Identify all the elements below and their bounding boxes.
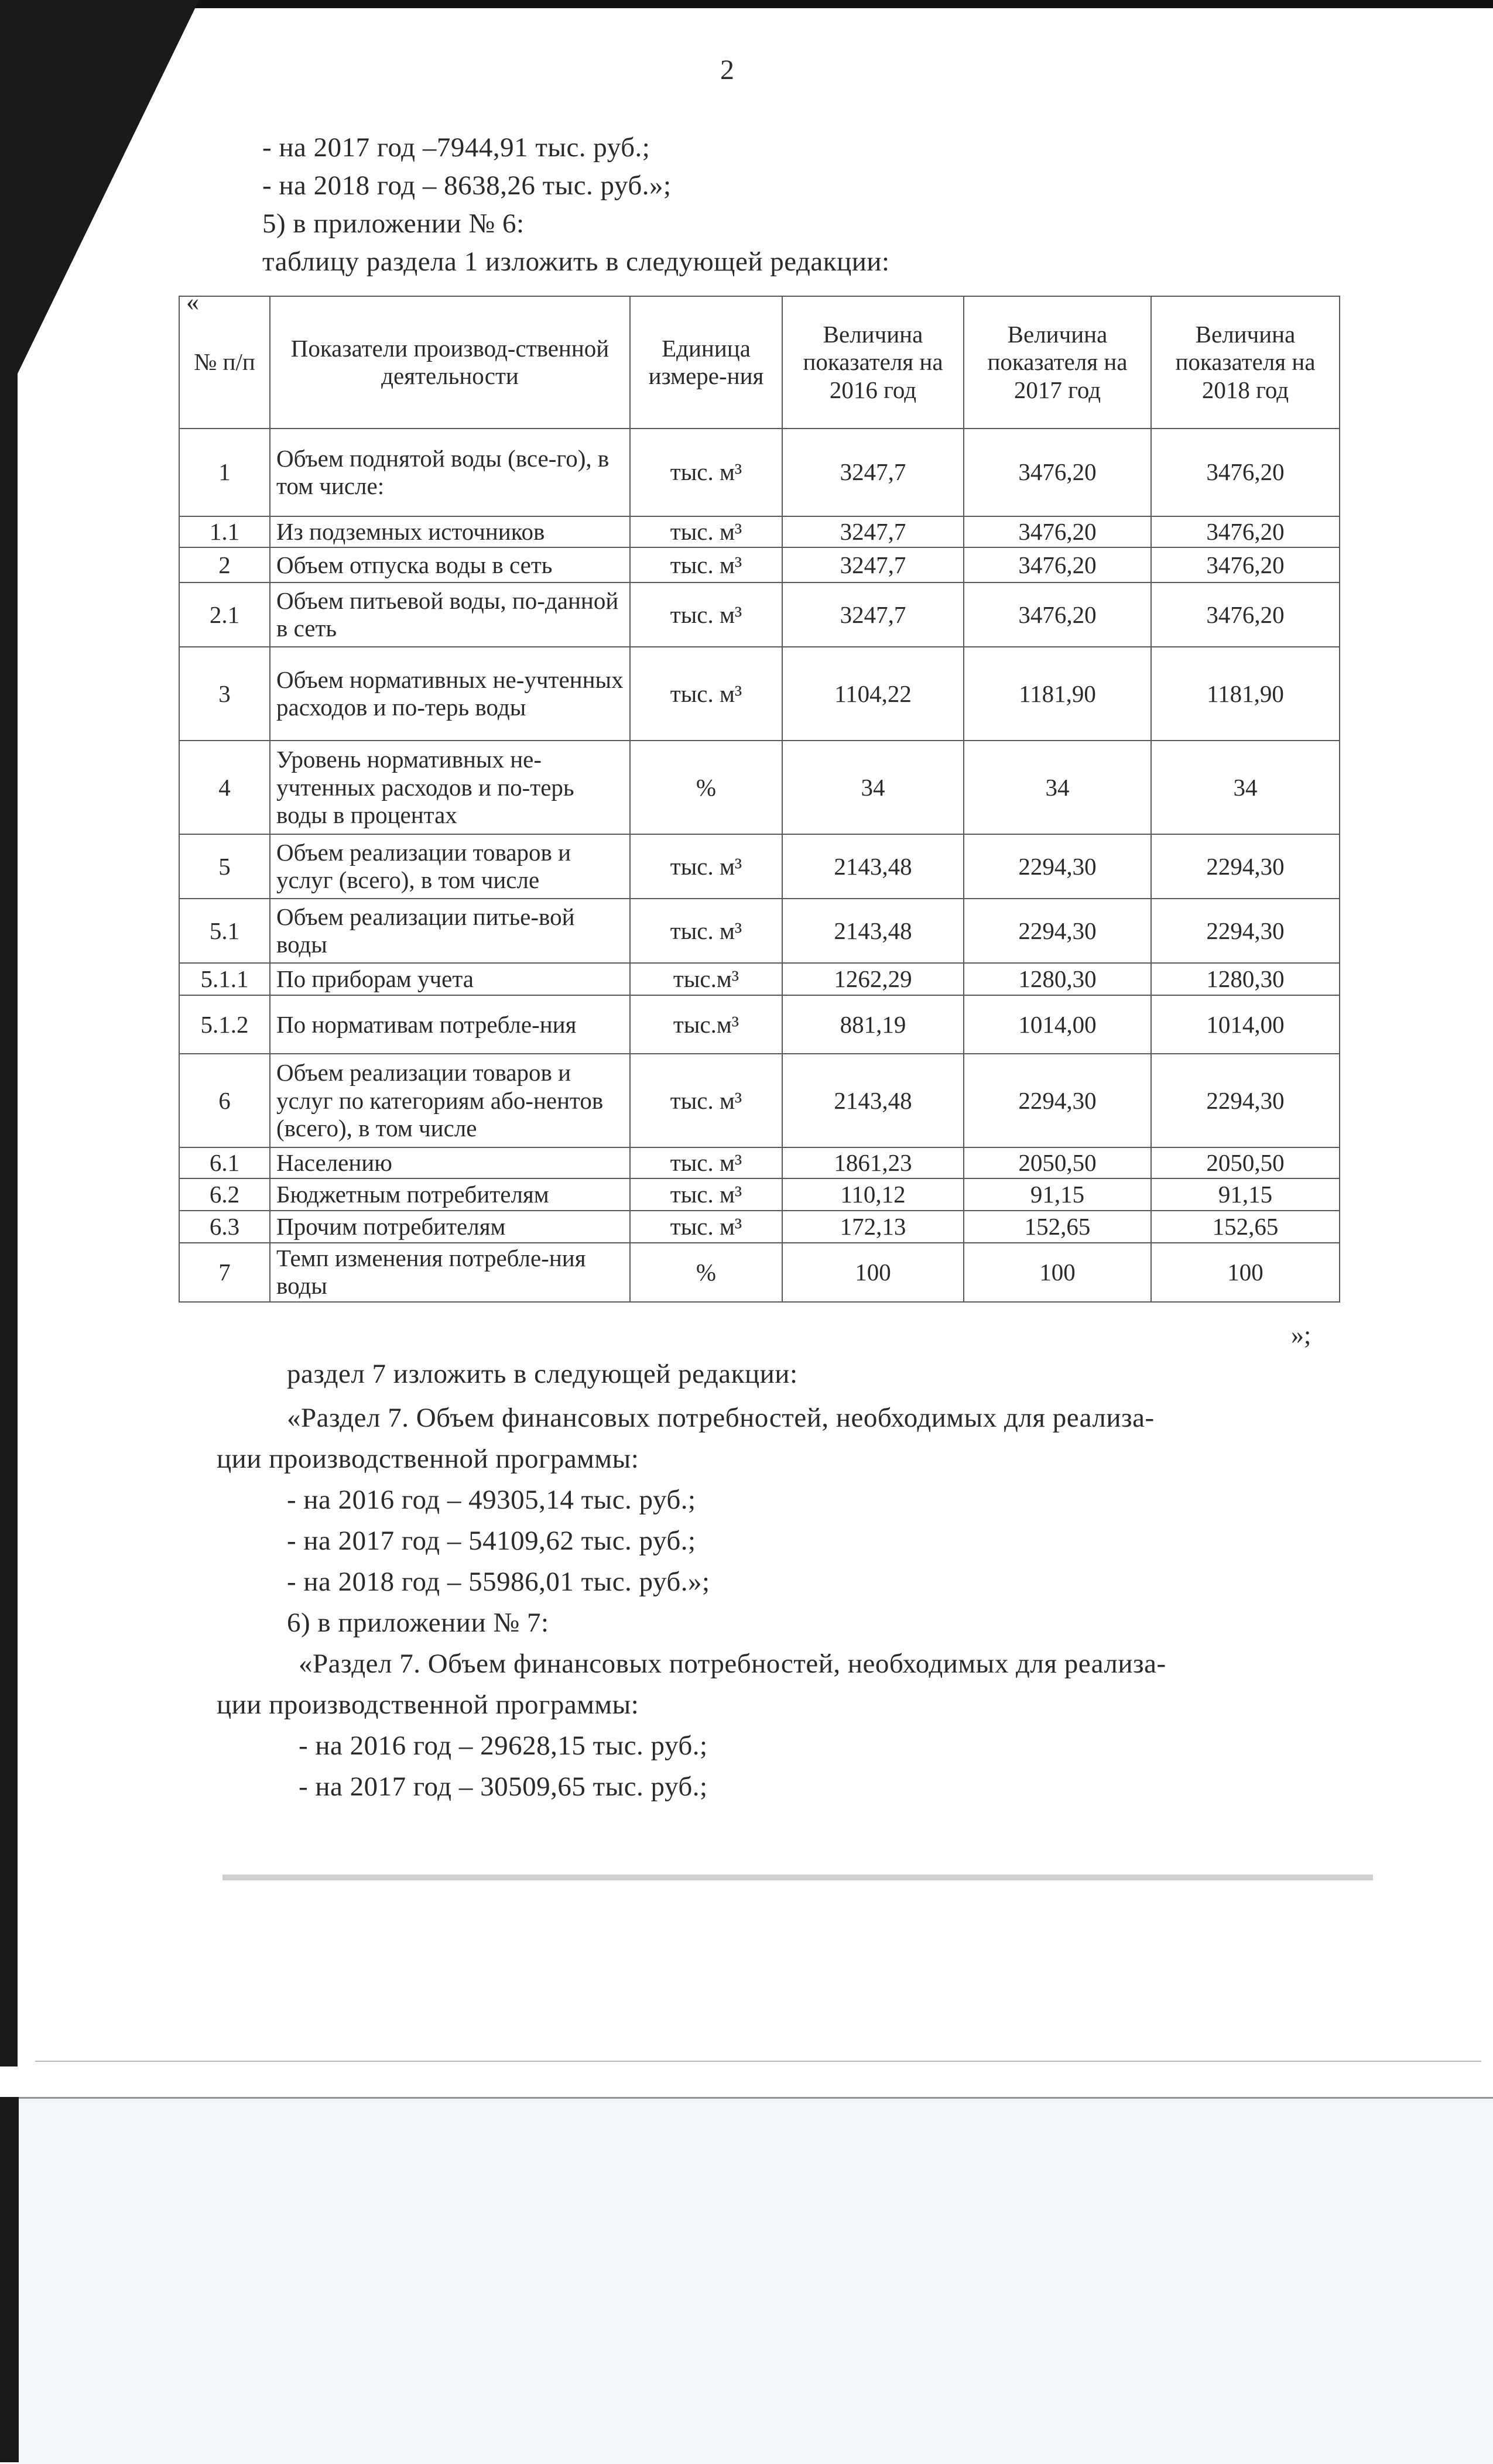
row-value-2017: 91,15 (964, 1178, 1151, 1211)
header-num: № п/п (179, 296, 270, 429)
row-value-2018: 2050,50 (1151, 1147, 1340, 1178)
row-number: 3 (179, 647, 270, 741)
row-unit: тыс. м³ (630, 547, 782, 582)
row-value-2018: 3476,20 (1151, 429, 1340, 516)
row-value-2017: 2050,50 (964, 1147, 1151, 1178)
row-number: 4 (179, 741, 270, 834)
intro-line-2: - на 2018 год – 8638,26 тыс. руб.»; (262, 170, 672, 201)
page-stack-edge (35, 2061, 1481, 2098)
table-row (179, 516, 1340, 547)
intro-line-4: таблицу раздела 1 изложить в следующей редакции: (262, 246, 890, 277)
table-row (179, 1054, 1340, 1147)
table-row (179, 834, 1340, 899)
row-value-2018: 3476,20 (1151, 516, 1340, 547)
row-value-2017: 3476,20 (964, 429, 1151, 516)
row-value-2018: 1014,00 (1151, 995, 1340, 1054)
row-value-2016: 3247,7 (782, 516, 964, 547)
outro-line-9: ции производственной программы: (217, 1689, 639, 1720)
table-row (179, 995, 1340, 1054)
row-indicator: Объем поднятой воды (все-го), в том числе: (270, 429, 630, 516)
row-number: 2.1 (179, 582, 270, 647)
row-value-2017: 1014,00 (964, 995, 1151, 1054)
table-row (179, 1147, 1340, 1178)
close-quote: »; (1291, 1321, 1311, 1349)
row-value-2017: 3476,20 (964, 547, 1151, 582)
outro-line-11: - на 2017 год – 30509,65 тыс. руб.; (299, 1771, 708, 1802)
row-value-2016: 110,12 (782, 1178, 964, 1211)
table-row (179, 741, 1340, 834)
outro-line-5: - на 2017 год – 54109,62 тыс. руб.; (287, 1526, 696, 1556)
row-value-2016: 100 (782, 1243, 964, 1301)
page-number: 2 (720, 54, 734, 85)
table-header-row (179, 296, 1340, 429)
row-indicator: Объем отпуска воды в сеть (270, 547, 630, 582)
table-row (179, 1243, 1340, 1301)
row-number: 5.1.2 (179, 995, 270, 1054)
header-unit: Единица измере-ния (630, 296, 782, 429)
row-indicator: Бюджетным потребителям (270, 1178, 630, 1211)
row-unit: тыс. м³ (630, 1054, 782, 1147)
open-quote: « (186, 287, 199, 316)
row-value-2018: 3476,20 (1151, 582, 1340, 647)
row-number: 1 (179, 429, 270, 516)
row-unit: тыс. м³ (630, 834, 782, 899)
row-number: 2 (179, 547, 270, 582)
outro-line-10: - на 2016 год – 29628,15 тыс. руб.; (299, 1730, 708, 1761)
intro-line-3: 5) в приложении № 6: (262, 208, 525, 239)
header-2017: Величина показателя на 2017 год (964, 296, 1151, 429)
row-value-2016: 881,19 (782, 995, 964, 1054)
row-indicator: По приборам учета (270, 963, 630, 995)
row-number: 5.1.1 (179, 963, 270, 995)
row-value-2018: 91,15 (1151, 1178, 1340, 1211)
row-value-2016: 1861,23 (782, 1147, 964, 1178)
row-unit: % (630, 1243, 782, 1301)
row-value-2016: 2143,48 (782, 899, 964, 963)
row-indicator: Объем реализации товаров и услуг (всего), в том числе (270, 834, 630, 899)
scan-edge-left-lower (0, 2097, 19, 2462)
table-row (179, 899, 1340, 963)
row-value-2017: 2294,30 (964, 899, 1151, 963)
outro-line-3: ции производственной программы: (217, 1444, 639, 1474)
row-number: 1.1 (179, 516, 270, 547)
outro-line-1: раздел 7 изложить в следующей редакции: (287, 1359, 798, 1389)
row-value-2016: 3247,7 (782, 429, 964, 516)
table-row (179, 963, 1340, 995)
row-value-2017: 152,65 (964, 1211, 1151, 1243)
row-value-2016: 1262,29 (782, 963, 964, 995)
row-unit: тыс.м³ (630, 995, 782, 1054)
outro-line-6: - на 2018 год – 55986,01 тыс. руб.»; (287, 1567, 710, 1597)
table-row (179, 1178, 1340, 1211)
row-number: 5 (179, 834, 270, 899)
row-indicator: Уровень нормативных не-учтенных расходов и по-терь воды в процентах (270, 741, 630, 834)
row-value-2018: 3476,20 (1151, 547, 1340, 582)
row-value-2017: 100 (964, 1243, 1151, 1301)
row-value-2016: 3247,7 (782, 582, 964, 647)
production-indicators-table (179, 296, 1340, 1303)
row-value-2016: 3247,7 (782, 547, 964, 582)
row-number: 6 (179, 1054, 270, 1147)
row-indicator: Прочим потребителям (270, 1211, 630, 1243)
row-value-2017: 1181,90 (964, 647, 1151, 741)
row-indicator: Из подземных источников (270, 516, 630, 547)
row-value-2018: 2294,30 (1151, 899, 1340, 963)
row-indicator: По нормативам потребле-ния (270, 995, 630, 1054)
row-value-2016: 2143,48 (782, 1054, 964, 1147)
row-value-2018: 2294,30 (1151, 834, 1340, 899)
row-value-2017: 3476,20 (964, 516, 1151, 547)
outro-line-8: «Раздел 7. Объем финансовых потребностей, необходимых для реализа- (299, 1649, 1166, 1679)
header-2016: Величина показателя на 2016 год (782, 296, 964, 429)
scan-corner-shadow (0, 0, 199, 410)
outro-line-7: 6) в приложении № 7: (287, 1608, 549, 1638)
row-indicator: Объем реализации питье-вой воды (270, 899, 630, 963)
row-indicator: Населению (270, 1147, 630, 1178)
row-value-2018: 34 (1151, 741, 1340, 834)
outro-line-4: - на 2016 год – 49305,14 тыс. руб.; (287, 1485, 696, 1515)
row-number: 6.2 (179, 1178, 270, 1211)
row-unit: тыс. м³ (630, 582, 782, 647)
row-unit: тыс. м³ (630, 516, 782, 547)
row-value-2018: 100 (1151, 1243, 1340, 1301)
table-row (179, 429, 1340, 516)
row-value-2016: 34 (782, 741, 964, 834)
row-unit: тыс.м³ (630, 963, 782, 995)
row-value-2016: 1104,22 (782, 647, 964, 741)
row-value-2017: 2294,30 (964, 1054, 1151, 1147)
row-unit: тыс. м³ (630, 1147, 782, 1178)
row-unit: тыс. м³ (630, 647, 782, 741)
table-row (179, 647, 1340, 741)
row-value-2018: 1280,30 (1151, 963, 1340, 995)
row-number: 5.1 (179, 899, 270, 963)
header-indicator: Показатели производ-ственной деятельности (270, 296, 630, 429)
row-value-2018: 2294,30 (1151, 1054, 1340, 1147)
row-value-2017: 34 (964, 741, 1151, 834)
row-unit: тыс. м³ (630, 1211, 782, 1243)
table-row (179, 547, 1340, 582)
row-unit: тыс. м³ (630, 899, 782, 963)
scan-line (222, 1874, 1373, 1880)
row-value-2017: 3476,20 (964, 582, 1151, 647)
row-value-2017: 2294,30 (964, 834, 1151, 899)
row-number: 6.1 (179, 1147, 270, 1178)
row-unit: тыс. м³ (630, 1178, 782, 1211)
outro-line-2: «Раздел 7. Объем финансовых потребностей, необходимых для реализа- (287, 1403, 1155, 1433)
row-indicator: Темп изменения потребле-ния воды (270, 1243, 630, 1301)
table-row (179, 1211, 1340, 1243)
row-number: 6.3 (179, 1211, 270, 1243)
row-number: 7 (179, 1243, 270, 1301)
row-indicator: Объем реализации товаров и услуг по категориям або-нентов (всего), в том числе (270, 1054, 630, 1147)
scan-edge-top (0, 0, 1493, 8)
row-unit: тыс. м³ (630, 429, 782, 516)
row-value-2017: 1280,30 (964, 963, 1151, 995)
row-value-2016: 2143,48 (782, 834, 964, 899)
table-row (179, 582, 1340, 647)
row-value-2018: 1181,90 (1151, 647, 1340, 741)
row-indicator: Объем нормативных не-учтенных расходов и по-терь воды (270, 647, 630, 741)
row-indicator: Объем питьевой воды, по-данной в сеть (270, 582, 630, 647)
next-page-sheet (18, 2097, 1493, 2464)
row-value-2016: 172,13 (782, 1211, 964, 1243)
intro-line-1: - на 2017 год –7944,91 тыс. руб.; (262, 132, 650, 163)
header-2018: Величина показателя на 2018 год (1151, 296, 1340, 429)
row-unit: % (630, 741, 782, 834)
row-value-2018: 152,65 (1151, 1211, 1340, 1243)
